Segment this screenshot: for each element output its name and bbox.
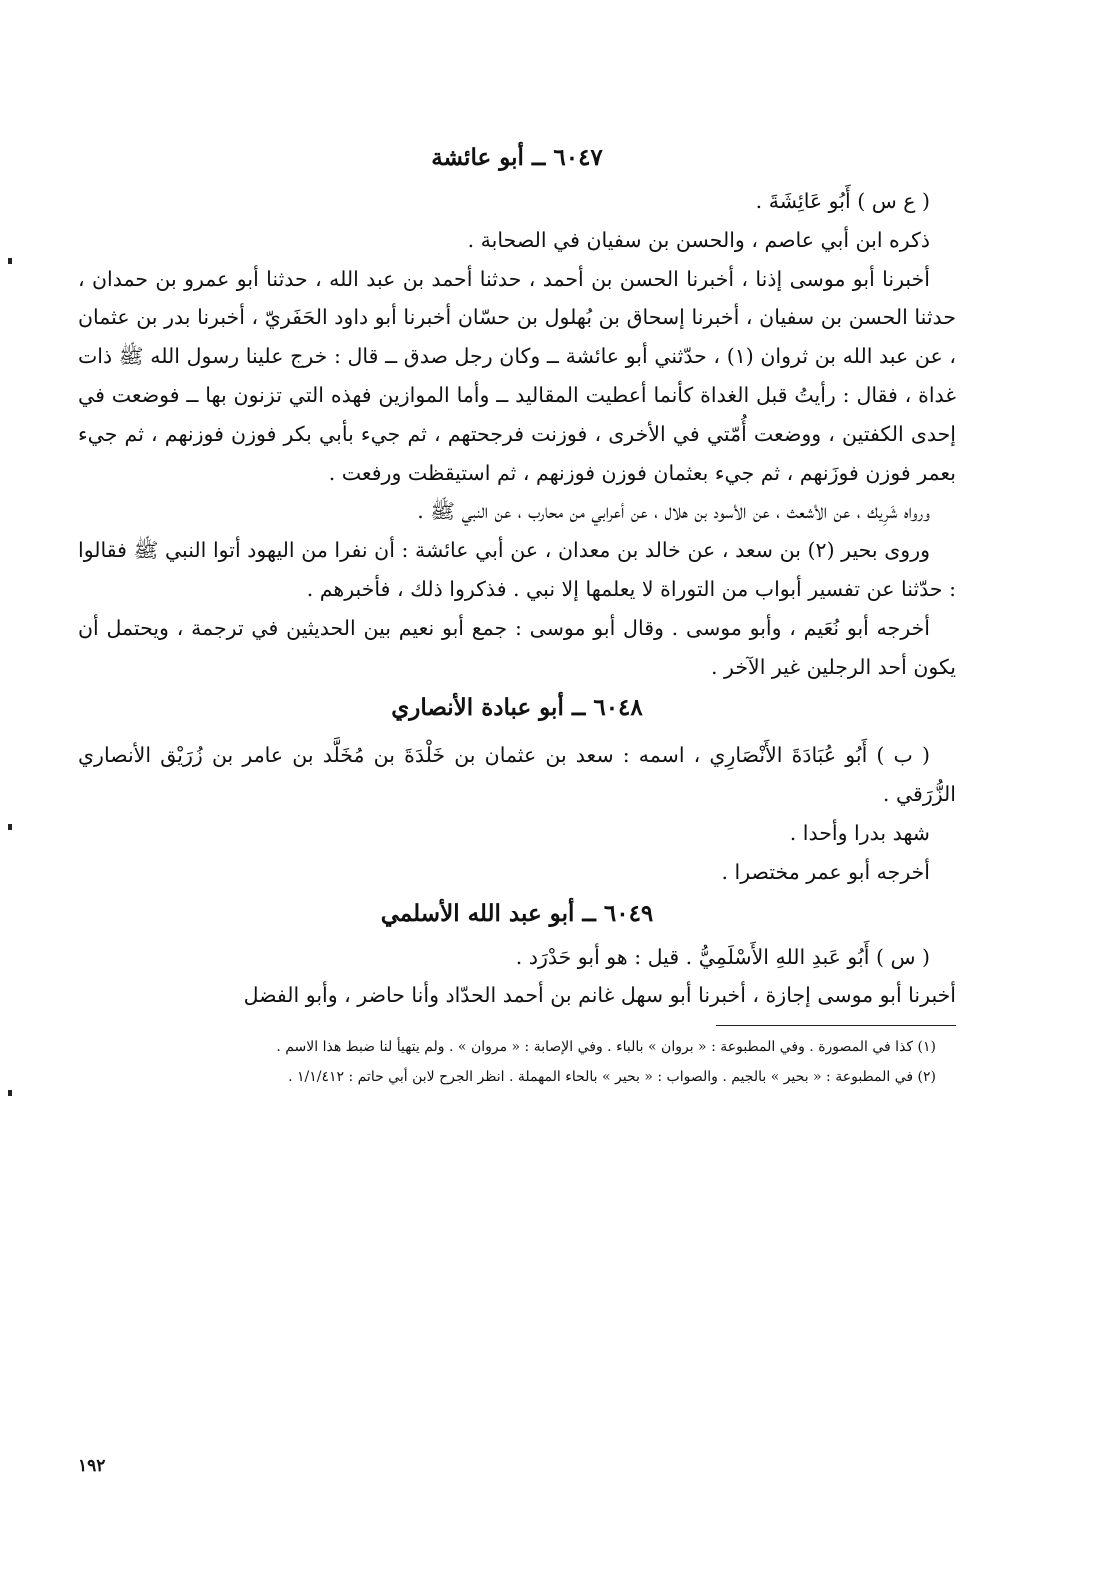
footnote-2: (٢) في المطبوعة : « بحير » بالجيم . والصواب : « بحير » بالحاء المهملة . انظر الجرح لابن أبي حاتم : ١/١/٤١٢ . bbox=[288, 1069, 936, 1086]
entry-6047-paragraph: ورواه شَرِيك ، عن الأشعث ، عن الأسود بن هلال ، عن أعرابي من محارب ، عن النبي ﷺ . bbox=[417, 499, 930, 524]
document-page bbox=[78, 138, 956, 1498]
entry-6049-paragraph: أخبرنا أبو موسى إجازة ، أخبرنا أبو سهل غانم بن أحمد الحدّاد وأنا حاضر ، وأبو الفضل bbox=[243, 983, 956, 1008]
page-number: ١٩٢ bbox=[78, 1456, 106, 1476]
footnote-1: (١) كذا في المصورة . وفي المطبوعة : « بروان » بالباء . وفي الإصابة : « مروان » . ولم يتهيأ لنا ضبط هذا الاسم . bbox=[276, 1039, 936, 1056]
entry-6048-paragraph: أخرجه أبو عمر مختصرا . bbox=[721, 859, 930, 884]
scan-margin-mark bbox=[8, 1090, 12, 1096]
entry-heading-6048: ٦٠٤٨ ــ أبو عبادة الأنصاري bbox=[391, 694, 643, 722]
entry-6047-paragraph: ذكره ابن أبي عاصم ، والحسن بن سفيان في الصحابة . bbox=[467, 227, 930, 252]
entry-6049-paragraph: ( س ) أَبُو عَبدِ اللهِ الأَسْلَمِيُّ . قيل : هو أبو حَدْرَد . bbox=[515, 944, 930, 969]
entry-6048-paragraph: ( ب ) أَبُو عُبَادَةَ الأَنْصَارِي ، اسمه : سعد بن عثمان بن خَلْدَةَ بن مُخَلَّد بن عامر بن زُرَيْق الأنصاري الزُّرَقي . bbox=[78, 743, 956, 807]
footnote-divider bbox=[716, 1025, 956, 1026]
entry-heading-6047: ٦٠٤٧ ــ أبو عائشة bbox=[431, 144, 603, 171]
scan-margin-mark bbox=[8, 824, 12, 830]
entry-6047-paragraph: ( ع س ) أَبُو عَائِشَةَ . bbox=[755, 189, 930, 213]
entry-6047-paragraph: أخرجه أبو نُعَيم ، وأبو موسى . وقال أبو موسى : جمع أبو نعيم بين الحديثين في ترجمة ، ويحتمل أن يكون أحد الرجلين غير الآخر . bbox=[78, 615, 956, 679]
entry-6048-paragraph: شهد بدرا وأحدا . bbox=[789, 820, 930, 845]
entry-6047-paragraph: وروى بحير (٢) بن سعد ، عن خالد بن معدان ، عن أبي عائشة : أن نفرا من اليهود أتوا النبي ﷺ فقالوا : حدّثنا عن تفسير أبواب من التوراة لا يعلمها إلا نبي . فذكروا ذلك ، فأخبرهم . bbox=[78, 538, 956, 601]
entry-heading-6049: ٦٠٤٩ ــ أبو عبد الله الأسلمي bbox=[380, 899, 654, 927]
entry-6047-paragraph: أخبرنا أبو موسى إذنا ، أخبرنا الحسن بن أحمد ، حدثنا أحمد بن عبد الله ، حدثنا أبو عمرو بن حمدان ، حدثنا الحسن بن سفيان ، أخبرنا إسحاق بن بُهلول بن حسّان أخبرنا أبو داود الحَفَريّ ، أخبرنا بدر بن عثمان ، عن عبد الله بن ثروان (١) ، حدّثني أبو عائشة ــ وكان رجل صدق ــ قال : خرج علينا رسول الله ﷺ ذات غداة ، فقال : رأيتُ قبل الغداة كأنما أعطيت المقاليد ــ وأما الموازين فهذه التي تزنون بها ــ فوضعت في إحدى الكفتين ، ووضعت أُمّتي في الأخرى ، فوزنت فرجحتهم ، ثم جيء بأبي بكر فوزن فوزنهم ، ثم جيء بعمر فوزن فوزَنهم ، ثم جيء بعثمان فوزن فوزنهم ، ثم استيقظت ورفعت . bbox=[78, 266, 956, 485]
scan-margin-mark bbox=[8, 258, 12, 264]
